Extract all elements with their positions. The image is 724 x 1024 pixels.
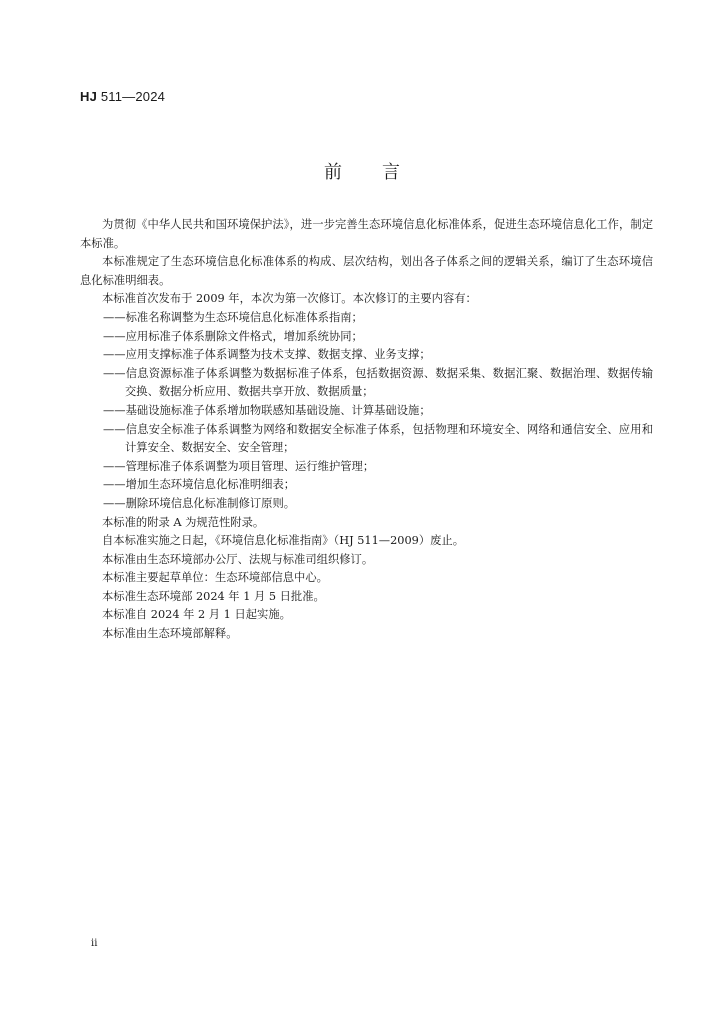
closing-paragraph: 本标准的附录 A 为规范性附录。 (102, 515, 265, 529)
document-code-prefix: HJ (80, 89, 98, 104)
revision-item: ——信息资源标准子体系调整为数据标准子体系，包括数据资源、数据采集、数据汇聚、数据治理、数据传输交换、数据分析应用、数据共享开放、数据质量； (103, 366, 653, 399)
revision-item: ——应用标准子体系删除文件格式，增加系统协同； (103, 329, 363, 343)
revision-item: ——标准名称调整为生态环境信息化标准体系指南； (103, 310, 363, 324)
document-code (80, 89, 165, 104)
revision-item: ——信息安全标准子体系调整为网络和数据安全标准子体系，包括物理和环境安全、网络和通信安全、应用和计算安全、数据安全、安全管理； (103, 422, 653, 455)
closing-paragraph: 本标准生态环境部 2024 年 1 月 5 日批准。 (102, 589, 325, 603)
closing-paragraph: 本标准自 2024 年 2 月 1 日起实施。 (102, 608, 291, 622)
intro-paragraph: 为贯彻《中华人民共和国环境保护法》，进一步完善生态环境信息化标准体系，促进生态环境信息化工作，制定本标准。 (80, 218, 653, 250)
closing-paragraph: 自本标准实施之日起，《环境信息化标准指南》（HJ 511—2009）废止。 (102, 534, 465, 548)
page-number: ii (91, 938, 98, 949)
foreword-body (80, 216, 653, 644)
document-code-number: 511—2024 (100, 89, 166, 104)
intro-paragraph: 本标准规定了生态环境信息化标准体系的构成、层次结构，划出各子体系之间的逻辑关系，编订了生态环境信息化标准明细表。 (80, 255, 653, 287)
closing-paragraph: 本标准主要起草单位：生态环境部信息中心。 (102, 571, 328, 585)
revision-item: ——增加生态环境信息化标准明细表； (103, 478, 296, 492)
revision-item: ——管理标准子体系调整为项目管理、运行维护管理； (103, 459, 375, 473)
closing-paragraph: 本标准由生态环境部办公厅、法规与标准司组织修订。 (102, 552, 374, 566)
revision-item: ——基础设施标准子体系增加物联感知基础设施、计算基础设施； (103, 403, 431, 417)
closing-paragraph: 本标准由生态环境部解释。 (102, 627, 238, 641)
page-title: 前言 (324, 162, 440, 183)
revision-item: ——应用支撑标准子体系调整为技术支撑、数据支撑、业务支撑； (103, 348, 431, 362)
revision-item: ——删除环境信息化标准制修订原则。 (103, 496, 296, 510)
intro-paragraph: 本标准首次发布于 2009 年，本次为第一次修订。本次修订的主要内容有： (102, 292, 477, 306)
